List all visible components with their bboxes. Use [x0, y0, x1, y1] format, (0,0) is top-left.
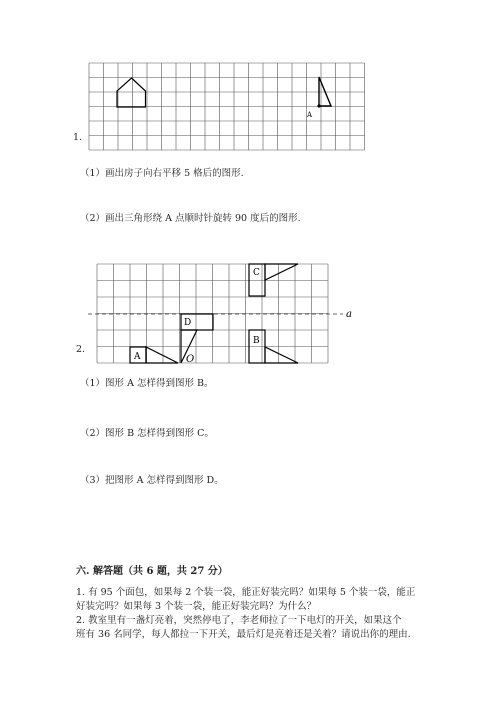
problem-6-2-line-2: 班有 36 名同学，每人都拉一下开关，最后灯是亮着还是关着？请说出你的理由.: [76, 629, 411, 640]
problem-1-number: 1.: [73, 132, 83, 143]
axis-label-a: a: [346, 309, 352, 320]
grid-figure-1: [88, 62, 378, 154]
point-a-dot: [317, 104, 320, 107]
shape-a-triangle: [146, 347, 178, 363]
problem-6-1-line-1: 1. 有 95 个面包，如果每 2 个装一袋，能正好装完吗？如果每 5 个装一袋，能正: [76, 587, 416, 598]
point-o-label: O: [186, 354, 195, 365]
problem-1-question-2: （2）画出三角形绕 A 点顺时针旋转 90 度后的图形.: [80, 213, 301, 224]
problem-2-question-3: （3）把图形 A 怎样得到图形 D。: [80, 475, 224, 486]
shape-b-label: B: [253, 336, 260, 346]
shape-b-triangle: [265, 347, 298, 363]
shape-c-triangle: [265, 264, 298, 280]
point-a-label: A: [307, 111, 313, 119]
house-shape: [117, 78, 146, 107]
problem-2-question-1: （1）图形 A 怎样得到图形 B。: [80, 378, 214, 389]
problem-2-question-2: （2）图形 B 怎样得到图形 C。: [80, 428, 214, 439]
problem-1-question-1: （1）画出房子向右平移 5 格后的图形.: [80, 168, 244, 179]
problem-6-1-line-2: 好装完吗？如果每 3 个装一袋，能正好装完吗？为什么？: [76, 601, 317, 612]
shape-a-label: A: [134, 352, 141, 362]
section-6-title: 六. 解答题（共 6 题，共 27 分）: [76, 566, 228, 577]
grid-figure-2: [88, 258, 363, 370]
problem-2-number: 2.: [76, 344, 86, 355]
problem-6-2-line-1: 2. 教室里有一盏灯亮着，突然停电了，李老师拉了一下电灯的开关，如果这个: [76, 615, 402, 626]
shape-c-label: C: [253, 268, 260, 278]
shape-d-label: D: [184, 318, 192, 328]
